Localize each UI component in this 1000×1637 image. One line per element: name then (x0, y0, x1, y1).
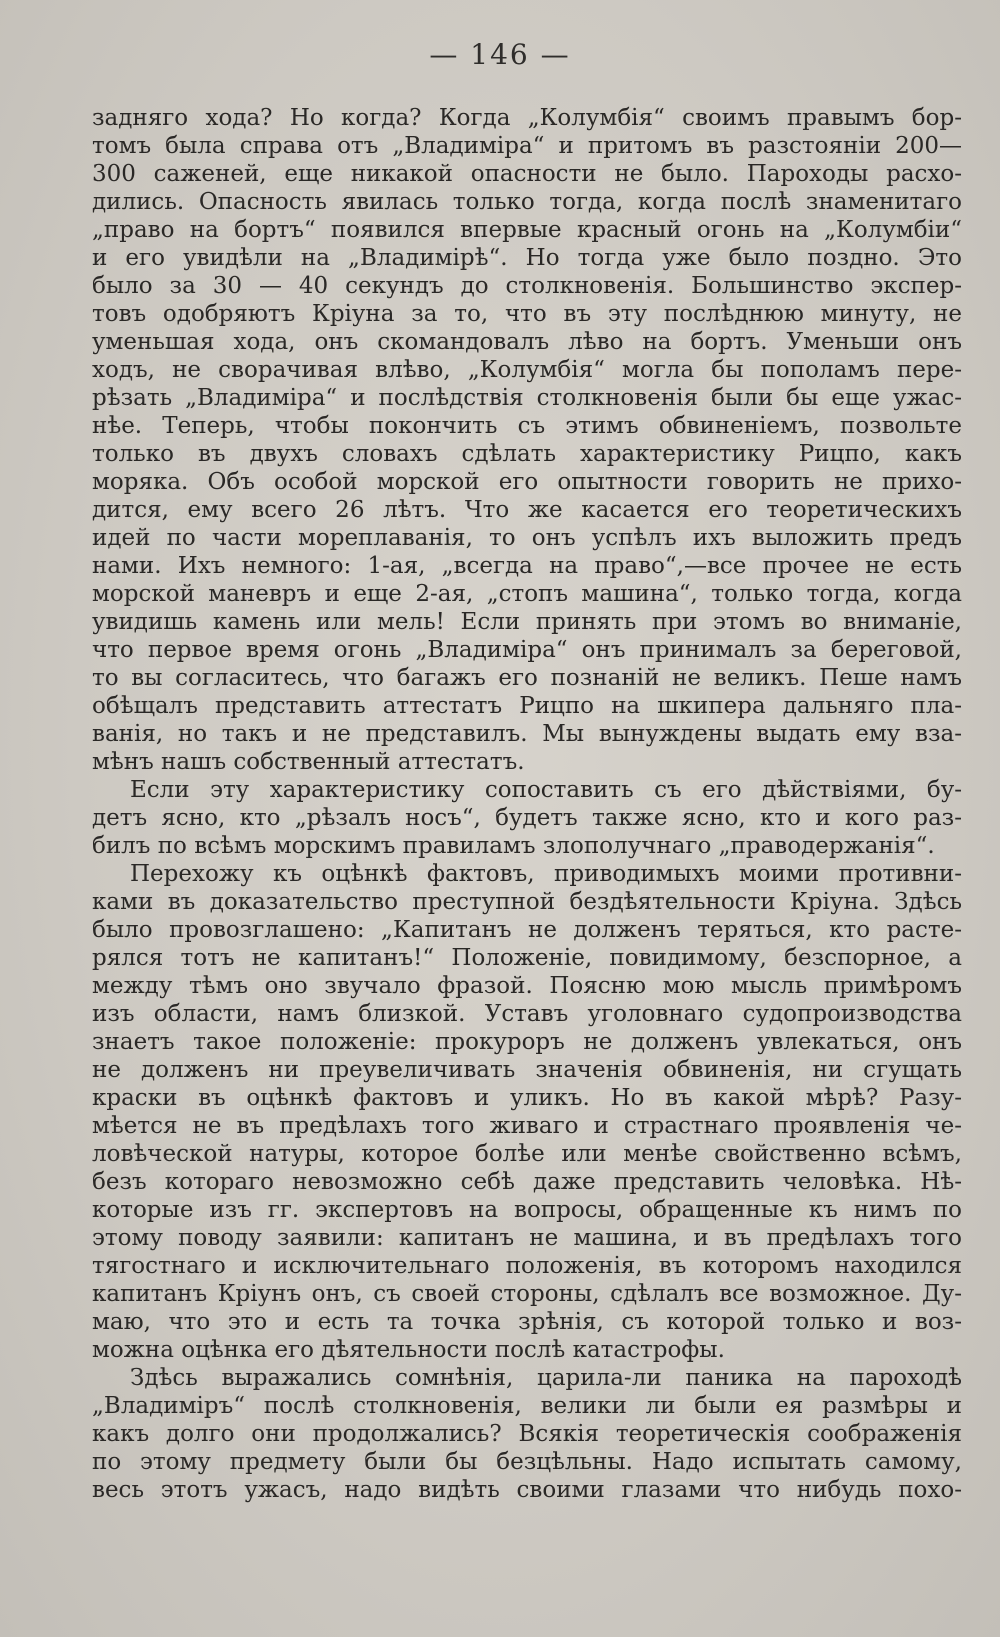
text-line: Если эту характеристику сопоставить съ его дѣйствіями, бу- (130, 777, 962, 803)
text-line: капитанъ Кріунъ онъ, съ своей стороны, сдѣлалъ все возможное. Ду- (92, 1281, 962, 1307)
text-line: только въ двухъ словахъ сдѣлать характеристику Рицпо, какъ (92, 441, 962, 467)
text-line: мѣнъ нашъ собственный аттестатъ. (92, 749, 525, 775)
text-line: ками въ доказательство преступной бездѣятельности Кріуна. Здѣсь (92, 889, 962, 915)
text-line: весь этотъ ужасъ, надо видѣть своими глазами что нибудь похо- (92, 1477, 962, 1503)
text-line: морской маневръ и еще 2-ая, „стопъ машина“, только тогда, когда (92, 581, 962, 607)
text-line: томъ была справа отъ „Владиміра“ и притомъ въ разстояніи 200— (92, 133, 962, 159)
text-line: и его увидѣли на „Владимірѣ“. Но тогда уже было поздно. Это (92, 245, 962, 271)
text-line: по этому предмету были бы безцѣльны. Надо испытать самому, (92, 1449, 962, 1475)
text-line: какъ долго они продолжались? Всякія теоретическія соображенія (92, 1421, 962, 1447)
text-line: можна оцѣнка его дѣятельности послѣ катастрофы. (92, 1337, 725, 1363)
text-line: знаетъ такое положеніе: прокуроръ не долженъ увлекаться, онъ (92, 1029, 962, 1055)
text-line: моряка. Объ особой морской его опытности говорить не прихо- (92, 469, 962, 495)
text-line: идей по части мореплаванія, то онъ успѣлъ ихъ выложить предъ (92, 525, 962, 551)
text-line: было провозглашено: „Капитанъ не долженъ теряться, кто расте- (92, 917, 962, 943)
text-line: нѣе. Теперь, чтобы покончить съ этимъ обвиненіемъ, позвольте (92, 413, 962, 439)
text-line: билъ по всѣмъ морскимъ правиламъ злополучнаго „праводержанія“. (92, 833, 935, 859)
text-line: Здѣсь выражались сомнѣнія, царила-ли паника на пароходѣ (130, 1365, 962, 1391)
text-line: этому поводу заявили: капитанъ не машина, и въ предѣлахъ того (92, 1225, 962, 1251)
page-number: — 146 — (429, 38, 571, 71)
text-line: краски въ оцѣнкѣ фактовъ и уликъ. Но въ какой мѣрѣ? Разу- (92, 1085, 962, 1111)
text-line: мѣется не въ предѣлахъ того живаго и страстнаго проявленія че- (92, 1113, 962, 1139)
text-line: дились. Опасность явилась только тогда, когда послѣ знаменитаго (92, 189, 962, 215)
text-line: не долженъ ни преувеличивать значенія обвиненія, ни сгущать (92, 1057, 962, 1083)
text-line: заднягo хода? Но когда? Когда „Колумбія“ своимъ правымъ бор- (92, 105, 962, 131)
text-line: детъ ясно, кто „рѣзалъ носъ“, будетъ также ясно, кто и кого раз- (92, 805, 962, 831)
text-line: нами. Ихъ немного: 1-ая, „всегда на право“,—все прочее не есть (92, 553, 962, 579)
text-line: рѣзать „Владиміра“ и послѣдствія столкновенія были бы еще ужас- (92, 385, 962, 411)
text-line: безъ котораго невозможно себѣ даже представить человѣка. Нѣ- (92, 1169, 962, 1195)
text-line: тягостнаго и исключительнаго положенія, въ которомъ находился (92, 1253, 962, 1279)
text-line: дится, ему всего 26 лѣтъ. Что же касается его теоретическихъ (92, 497, 962, 523)
text-line: ванія, но такъ и не представилъ. Мы вынуждены выдать ему вза- (92, 721, 962, 747)
text-line: рялся тотъ не капитанъ!“ Положеніе, повидимому, безспорное, а (92, 945, 962, 971)
text-line: изъ области, намъ близкой. Уставъ уголовнаго судопроизводства (92, 1001, 962, 1027)
text-line: „Владиміръ“ послѣ столкновенія, велики ли были ея размѣры и (92, 1393, 962, 1419)
text-line: Перехожу къ оцѣнкѣ фактовъ, приводимыхъ моими противни- (130, 861, 962, 887)
text-line: маю, что это и есть та точка зрѣнія, съ которой только и воз- (92, 1309, 962, 1335)
body-text (92, 104, 962, 1504)
text-line: ловѣческой натуры, которое болѣе или менѣе свойственно всѣмъ, (92, 1141, 962, 1167)
text-line: „право на бортъ“ появился впервые красный огонь на „Колумбіи“ (92, 217, 962, 243)
text-line: обѣщалъ представить аттестатъ Рицпо на шкипера дальняго пла- (92, 693, 962, 719)
text-line: что первое время огонь „Владиміра“ онъ принималъ за береговой, (92, 637, 962, 663)
text-line: между тѣмъ оно звучало фразой. Поясню мою мысль примѣромъ (92, 973, 962, 999)
text-line: увидишь камень или мель! Если принять при этомъ во вниманіе, (92, 609, 962, 635)
text-line: уменьшая хода, онъ скомандовалъ лѣво на бортъ. Уменьши онъ (92, 329, 962, 355)
text-line: которые изъ гг. экспертовъ на вопросы, обращенные къ нимъ по (92, 1197, 962, 1223)
text-line: ходъ, не сворачивая влѣво, „Колумбія“ могла бы пополамъ пере- (92, 357, 962, 383)
text-line: товъ одобряютъ Кріуна за то, что въ эту послѣднюю минуту, не (92, 301, 962, 327)
text-line: было за 30 — 40 секундъ до столкновенія. Большинство экспер- (92, 273, 962, 299)
text-line: 300 саженей, еще никакой опасности не было. Пароходы расхо- (92, 161, 962, 187)
text-line: то вы согласитесь, что багажъ его познаній не великъ. Пеше намъ (92, 665, 962, 691)
